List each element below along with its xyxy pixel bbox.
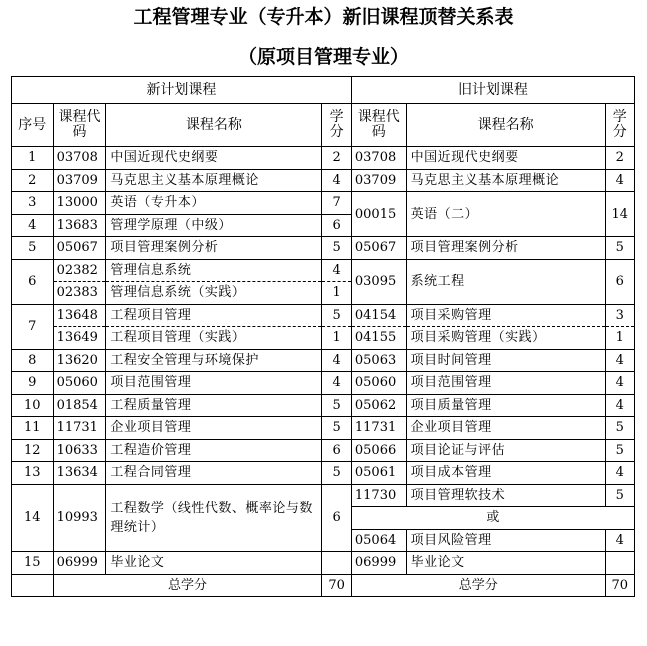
seq-cell: 10 — [12, 394, 54, 417]
old-name-cell: 中国近现代史纲要 — [406, 147, 605, 170]
new-code-cell: 02382 — [53, 259, 106, 282]
seq-cell: 15 — [12, 552, 54, 575]
old-code-header: 课程代码 — [351, 104, 406, 147]
new-name-cell: 马克思主义基本原理概论 — [106, 169, 322, 192]
old-credit-cell: 4 — [605, 349, 634, 372]
new-name-cell: 毕业论文 — [106, 552, 322, 575]
old-name-cell: 项目质量管理 — [406, 394, 605, 417]
seq-cell: 14 — [12, 484, 54, 552]
seq-cell: 5 — [12, 237, 54, 260]
old-name-cell: 毕业论文 — [406, 552, 605, 575]
new-total-value: 70 — [322, 574, 351, 597]
new-credit-cell: 4 — [322, 349, 351, 372]
seq-cell: 2 — [12, 169, 54, 192]
old-total-label: 总学分 — [351, 574, 605, 597]
table-row — [12, 259, 635, 282]
old-name-cell: 企业项目管理 — [406, 417, 605, 440]
new-name-cell: 管理信息系统 — [106, 259, 322, 282]
column-header-row — [12, 104, 635, 147]
seq-header: 序号 — [12, 104, 54, 147]
new-name-header: 课程名称 — [106, 104, 322, 147]
seq-cell: 3 — [12, 192, 54, 215]
old-credit-cell: 5 — [605, 417, 634, 440]
old-name-cell: 英语（二） — [406, 192, 605, 237]
new-code-cell: 13683 — [53, 214, 106, 237]
seq-cell: 7 — [12, 304, 54, 349]
new-credit-cell — [322, 552, 351, 575]
new-credit-cell: 5 — [322, 462, 351, 485]
new-code-cell: 13634 — [53, 462, 106, 485]
new-credit-cell: 6 — [322, 214, 351, 237]
table-row — [12, 484, 635, 507]
old-credit-cell: 6 — [605, 259, 634, 304]
seq-cell: 9 — [12, 372, 54, 395]
old-credit-cell: 4 — [605, 529, 634, 552]
seq-cell: 4 — [12, 214, 54, 237]
new-code-header: 课程代码 — [53, 104, 106, 147]
new-code-cell: 10633 — [53, 439, 106, 462]
old-credit-cell: 4 — [605, 372, 634, 395]
new-credit-header: 学分 — [322, 104, 351, 147]
old-name-cell: 项目管理软技术 — [406, 484, 605, 507]
new-code-cell: 05060 — [53, 372, 106, 395]
old-credit-cell — [605, 552, 634, 575]
new-name-cell: 工程合同管理 — [106, 462, 322, 485]
new-credit-cell: 4 — [322, 169, 351, 192]
new-code-cell: 01854 — [53, 394, 106, 417]
total-row — [12, 574, 635, 597]
old-plan-header: 旧计划课程 — [351, 77, 634, 104]
old-credit-cell: 5 — [605, 439, 634, 462]
new-code-cell: 03708 — [53, 147, 106, 170]
old-name-cell: 项目风险管理 — [406, 529, 605, 552]
new-code-cell: 02383 — [53, 282, 106, 305]
new-name-cell: 企业项目管理 — [106, 417, 322, 440]
new-code-cell: 13000 — [53, 192, 106, 215]
old-credit-cell: 5 — [605, 484, 634, 507]
old-code-cell: 05063 — [351, 349, 406, 372]
new-credit-cell: 5 — [322, 394, 351, 417]
table-row — [12, 372, 635, 395]
table-row — [12, 439, 635, 462]
new-credit-cell: 5 — [322, 304, 351, 327]
old-code-cell: 05062 — [351, 394, 406, 417]
old-code-cell: 04155 — [351, 327, 406, 350]
old-credit-cell: 3 — [605, 304, 634, 327]
old-credit-cell: 1 — [605, 327, 634, 350]
page-title: 工程管理专业（专升本）新旧课程顶替关系表 — [133, 6, 514, 28]
old-credit-cell: 4 — [605, 462, 634, 485]
old-total-value: 70 — [605, 574, 634, 597]
old-name-cell: 项目采购管理 — [406, 304, 605, 327]
old-name-cell: 系统工程 — [406, 259, 605, 304]
old-name-cell: 项目论证与评估 — [406, 439, 605, 462]
old-code-cell: 00015 — [351, 192, 406, 237]
new-credit-cell: 6 — [322, 484, 351, 552]
new-credit-cell: 6 — [322, 439, 351, 462]
new-name-cell: 工程质量管理 — [106, 394, 322, 417]
table-row — [12, 417, 635, 440]
new-total-label: 总学分 — [53, 574, 322, 597]
table-row — [12, 327, 635, 350]
new-code-cell: 13648 — [53, 304, 106, 327]
old-code-cell: 05061 — [351, 462, 406, 485]
new-credit-cell: 1 — [322, 327, 351, 350]
new-credit-cell: 5 — [322, 417, 351, 440]
new-name-cell: 英语（专升本） — [106, 192, 322, 215]
new-code-cell: 06999 — [53, 552, 106, 575]
old-code-cell: 03708 — [351, 147, 406, 170]
new-name-cell: 工程造价管理 — [106, 439, 322, 462]
old-name-cell: 项目范围管理 — [406, 372, 605, 395]
new-code-cell: 13620 — [53, 349, 106, 372]
table-row — [12, 304, 635, 327]
old-code-cell: 03095 — [351, 259, 406, 304]
table-row — [12, 552, 635, 575]
old-code-cell: 04154 — [351, 304, 406, 327]
old-name-header: 课程名称 — [406, 104, 605, 147]
new-name-cell: 项目范围管理 — [106, 372, 322, 395]
old-name-cell: 项目时间管理 — [406, 349, 605, 372]
old-credit-header: 学分 — [605, 104, 634, 147]
new-name-cell: 管理信息系统（实践） — [106, 282, 322, 305]
old-credit-cell: 14 — [605, 192, 634, 237]
old-name-cell: 马克思主义基本原理概论 — [406, 169, 605, 192]
table-row — [12, 192, 635, 215]
new-name-cell: 中国近现代史纲要 — [106, 147, 322, 170]
new-plan-header: 新计划课程 — [12, 77, 352, 104]
old-code-cell: 11731 — [351, 417, 406, 440]
old-name-cell: 项目成本管理 — [406, 462, 605, 485]
new-code-cell: 13649 — [53, 327, 106, 350]
new-name-cell: 工程安全管理与环境保护 — [106, 349, 322, 372]
old-name-cell: 项目采购管理（实践） — [406, 327, 605, 350]
table-row — [12, 349, 635, 372]
table-row — [12, 237, 635, 260]
page-subtitle: （原项目管理专业） — [237, 46, 409, 68]
table-row — [12, 169, 635, 192]
course-table — [11, 76, 635, 597]
old-code-cell: 05060 — [351, 372, 406, 395]
seq-cell: 12 — [12, 439, 54, 462]
new-code-cell: 05067 — [53, 237, 106, 260]
old-credit-cell: 5 — [605, 237, 634, 260]
new-credit-cell: 5 — [322, 237, 351, 260]
new-name-cell: 工程项目管理（实践） — [106, 327, 322, 350]
new-code-cell: 10993 — [53, 484, 106, 552]
seq-cell: 8 — [12, 349, 54, 372]
new-credit-cell: 2 — [322, 147, 351, 170]
new-credit-cell: 4 — [322, 372, 351, 395]
old-credit-cell: 4 — [605, 169, 634, 192]
old-code-cell: 05067 — [351, 237, 406, 260]
old-code-cell: 03709 — [351, 169, 406, 192]
new-code-cell: 03709 — [53, 169, 106, 192]
old-credit-cell: 4 — [605, 394, 634, 417]
old-name-cell: 项目管理案例分析 — [406, 237, 605, 260]
plan-header-row — [12, 77, 635, 104]
new-name-cell: 管理学原理（中级） — [106, 214, 322, 237]
new-code-cell: 11731 — [53, 417, 106, 440]
table-row — [12, 394, 635, 417]
seq-cell: 13 — [12, 462, 54, 485]
table-row — [12, 462, 635, 485]
old-code-cell: 06999 — [351, 552, 406, 575]
seq-cell: 1 — [12, 147, 54, 170]
seq-cell: 6 — [12, 259, 54, 304]
new-credit-cell: 7 — [322, 192, 351, 215]
new-name-cell: 工程项目管理 — [106, 304, 322, 327]
old-code-cell: 05064 — [351, 529, 406, 552]
new-credit-cell: 1 — [322, 282, 351, 305]
old-code-cell: 05066 — [351, 439, 406, 462]
empty-cell — [12, 574, 54, 597]
old-code-cell: 11730 — [351, 484, 406, 507]
new-credit-cell: 4 — [322, 259, 351, 282]
new-name-cell: 工程数学（线性代数、概率论与数理统计） — [106, 484, 322, 552]
new-name-cell: 项目管理案例分析 — [106, 237, 322, 260]
seq-cell: 11 — [12, 417, 54, 440]
table-row — [12, 147, 635, 170]
old-credit-cell: 2 — [605, 147, 634, 170]
or-cell: 或 — [351, 507, 634, 530]
